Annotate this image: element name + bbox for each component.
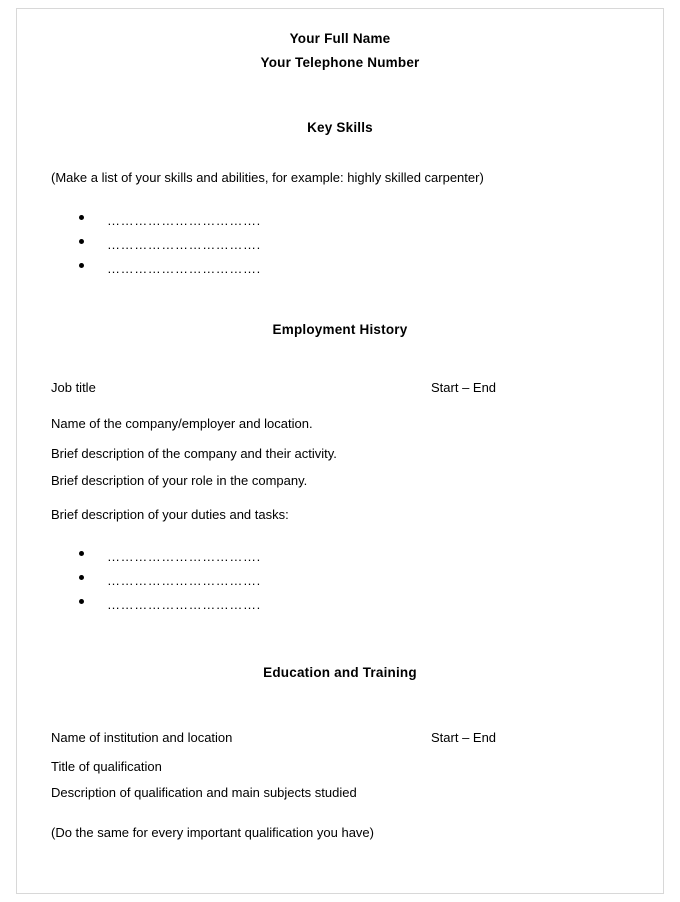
full-name-placeholder: Your Full Name [289, 31, 391, 46]
spacer-before-key-skills-bullets [51, 187, 629, 214]
employment-history-heading: Employment History [272, 321, 408, 337]
job-title-row [51, 380, 629, 395]
bullet-icon [79, 575, 84, 580]
spacer-after-job-title [51, 395, 629, 415]
spacer-after-employment-heading [51, 337, 629, 380]
institution-row [51, 730, 629, 745]
qualification-title-placeholder: Title of qualification [51, 758, 162, 774]
resume-template-document [16, 8, 664, 894]
spacer-line [51, 432, 629, 445]
list-item-text: ……………………………. [107, 212, 261, 228]
list-item [51, 262, 629, 275]
institution-placeholder: Name of institution and location [51, 729, 233, 745]
spacer-after-header [51, 70, 629, 120]
spacer-after-education-heading [51, 680, 629, 730]
list-item-text: ……………………………. [107, 260, 261, 276]
document-header [51, 31, 629, 70]
list-item-text: ……………………………. [107, 548, 261, 564]
spacer-line [51, 745, 629, 758]
list-item [51, 238, 629, 251]
spacer-line [51, 463, 629, 472]
list-item [51, 574, 629, 587]
education-instruction: (Do the same for every important qualification you have) [51, 824, 374, 840]
spacer-after-key-skills-heading [51, 135, 629, 169]
duties-bullet-list [51, 550, 629, 611]
education-dates-placeholder: Start – End [431, 729, 497, 745]
telephone-placeholder: Your Telephone Number [260, 55, 420, 70]
list-item [51, 598, 629, 611]
bullet-icon [79, 239, 84, 244]
bullet-icon [79, 263, 84, 268]
list-item-text: ……………………………. [107, 572, 261, 588]
spacer-before-duties [51, 489, 629, 506]
list-item-text: ……………………………. [107, 596, 261, 612]
list-item [51, 550, 629, 563]
qualification-description-placeholder: Description of qualification and main subjects studied [51, 785, 357, 801]
company-name-placeholder: Name of the company/employer and location. [51, 415, 313, 431]
list-item [51, 214, 629, 227]
duties-intro-placeholder: Brief description of your duties and tasks: [51, 507, 289, 523]
job-title-placeholder: Job title [51, 379, 96, 395]
spacer-before-education-instruction [51, 802, 629, 824]
company-description-placeholder: Brief description of the company and their activity. [51, 446, 337, 462]
key-skills-instruction: (Make a list of your skills and abilities, for example: highly skilled carpenter) [51, 170, 484, 185]
spacer-before-education-heading [51, 622, 629, 665]
bullet-icon [79, 551, 84, 556]
spacer-before-duties-bullets [51, 524, 629, 550]
key-skills-heading: Key Skills [307, 120, 373, 135]
job-dates-placeholder: Start – End [431, 379, 497, 395]
bullet-icon [79, 215, 84, 220]
role-description-placeholder: Brief description of your role in the company. [51, 472, 308, 488]
list-item-text: ……………………………. [107, 236, 261, 252]
key-skills-bullet-list [51, 214, 629, 275]
bullet-icon [79, 599, 84, 604]
spacer-before-employment-heading [51, 286, 629, 322]
spacer-line [51, 775, 629, 784]
education-heading: Education and Training [263, 664, 417, 680]
